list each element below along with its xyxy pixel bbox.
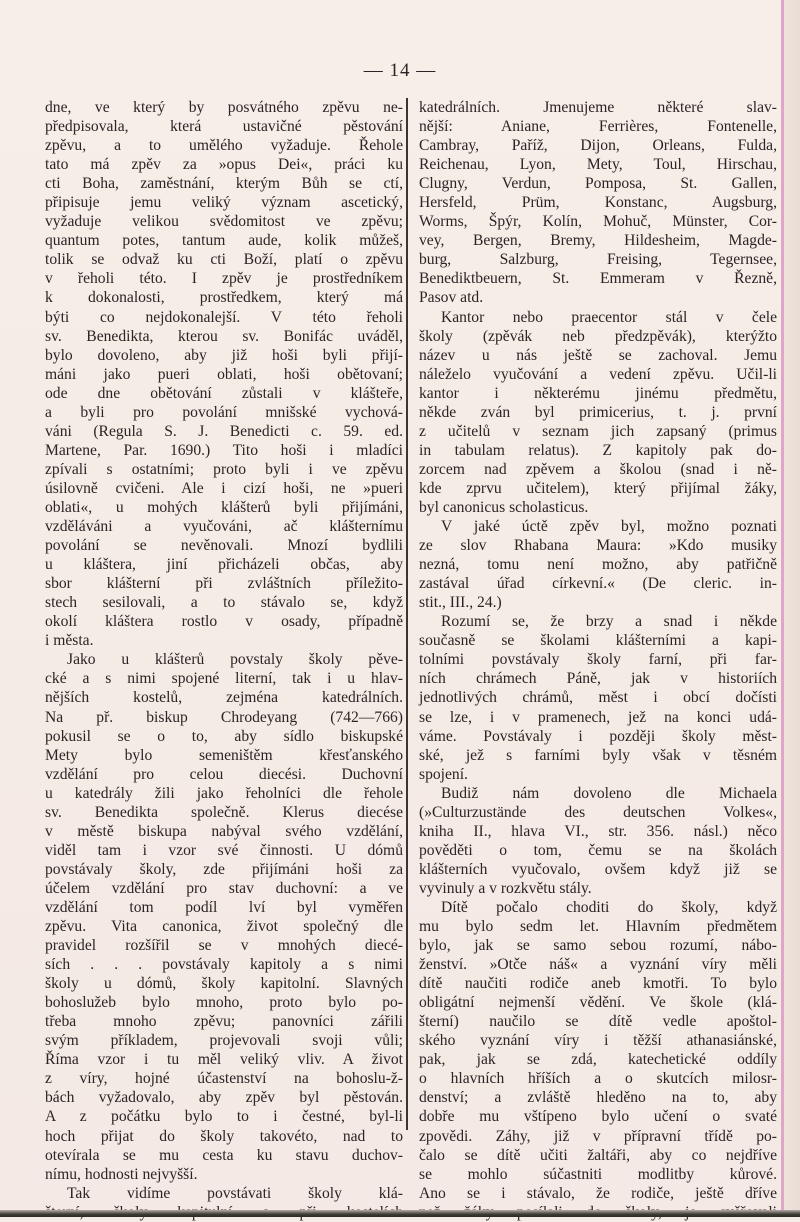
text-line: svým příkladem, projevovali svoji vůli; xyxy=(45,1032,403,1050)
text-line: pokusil se o to, aby sídlo biskupské xyxy=(45,727,403,745)
text-line: zorcem nad zpěvem a školou (snad i ně- xyxy=(419,460,777,478)
text-line: burg, Salzburg, Freising, Tegernsee, xyxy=(419,251,777,269)
text-line: vyžaduje velikou svědomitost ve zpěvu; xyxy=(45,213,403,231)
text-line: současně se školami klášterními a kapi- xyxy=(419,632,777,650)
left-column xyxy=(45,98,403,1222)
text-line: povolání se nevěnovali. Mnozí bydlili xyxy=(45,537,403,555)
text-line: Dítě počalo choditi do školy, když xyxy=(441,898,777,916)
text-line: náleželo vyučování a vedení zpěvu. Učil-li xyxy=(419,365,777,383)
text-line: Tak vidíme povstávati školy klá- xyxy=(67,1184,403,1202)
text-line: kde zprvu učitelem), který přijímal žáky, xyxy=(419,479,777,497)
text-line: sv. Benedikta, kterou sv. Bonifác uváděl, xyxy=(45,327,403,345)
text-line: vzdělání pro celou diecési. Duchovní xyxy=(45,765,403,783)
text-line: i města. xyxy=(45,632,94,650)
text-line: (»Culturzustände des deutschen Volkes«, xyxy=(419,803,777,821)
text-line: nější: Aniane, Ferrières, Fontenelle, xyxy=(419,118,777,136)
text-line: kantor i některému jinému předmětu, xyxy=(419,384,777,402)
text-line: hoch přijat do školy takovéto, nad to xyxy=(45,1127,403,1145)
text-line: pověděti o tom, čemu se na školách xyxy=(419,841,777,859)
text-line: vzdělání tom podíl lví byl vyměřen xyxy=(45,898,403,916)
text-line: cké a s nimi spojené literní, tak i u hlav- xyxy=(45,670,403,688)
text-line: nezná, tomu není možno, aby patřičně xyxy=(419,556,777,574)
text-line: školy u dómů, školy kapitolní. Slavných xyxy=(45,975,403,993)
text-line: máni jako pueri oblati, hoši obětovaní; xyxy=(45,365,403,383)
text-line: býti co nejdokonalejší. V této řeholi xyxy=(45,308,403,326)
text-line: Na př. biskup Chrodeyang (742—766) xyxy=(45,708,403,726)
text-line: sbor klášterní při zvláštních příležito- xyxy=(45,575,403,593)
text-line: a byli pro povolání mnišské vychová- xyxy=(45,403,403,421)
text-line: zpívali s ostatními; proto byli i ve zpěvu xyxy=(45,460,403,478)
text-line: čalo se dítě učiti žaltáři, aby co nejdříve xyxy=(419,1146,777,1164)
text-line: ze slov Rhabana Maura: »Kdo musiky xyxy=(419,537,777,555)
text-line: zpovědi. Záhy, již v přípravní třídě po- xyxy=(419,1127,777,1145)
text-line: z víry, hojné účastenství na bohoslu-ž- xyxy=(45,1070,403,1088)
text-line: vyvinuly a v rozkvětu stály. xyxy=(419,879,592,897)
text-line: tato má zpěv za »opus Dei«, práci ku xyxy=(45,156,403,174)
text-line: otevírala se mu cesta ku stavu duchov- xyxy=(45,1146,403,1164)
text-line: vzděláváni a vyučováni, ač klášternímu xyxy=(45,518,403,536)
text-line: pravidel rozšířil se v mnohých diecé- xyxy=(45,937,403,955)
text-line: klášterních vyučovalo, ovšem když již se xyxy=(419,860,777,878)
text-line: pak, jak se zdá, katechetické oddíly xyxy=(419,1051,777,1069)
text-line: nějších kostelů, zejména katedrálních. xyxy=(45,689,403,707)
text-line: stech sesilovali, a to stávalo se, když xyxy=(45,594,403,612)
text-line: předpisovala, která ustavičné pěstování xyxy=(45,118,403,136)
text-line: Kantor nebo praecentor stál v čele xyxy=(441,308,777,326)
text-line: Martene, Par. 1690.) Tito hoši i mladíci xyxy=(45,441,403,459)
column-divider xyxy=(406,98,408,1130)
text-line: v městě biskupa nabýval svého vzdělání, xyxy=(45,822,403,840)
text-line: váni (Regula S. J. Benedicti c. 59. ed. xyxy=(45,422,403,440)
text-line: zpěvu. Vita canonica, život společný dle xyxy=(45,918,403,936)
text-line: ních chrámech Páně, jak v historiích xyxy=(419,670,777,688)
text-line: Worms, Špýr, Kolín, Mohuč, Münster, Cor- xyxy=(419,213,777,231)
text-line: Reichenau, Lyon, Mety, Toul, Hirschau, xyxy=(419,156,777,174)
text-line: ode dne obětování zůstali v klášteře, xyxy=(45,384,403,402)
text-line: mu bylo sedm let. Hlavním předmětem xyxy=(419,918,777,936)
text-line: kniha II., hlava VI., str. 356. násl.) něco xyxy=(419,822,777,840)
text-line: u katedrály žili jako řeholníci dle řehole xyxy=(45,784,403,802)
text-line: se mohlo súčastniti modlitby kůrové. xyxy=(419,1165,777,1183)
text-line: Ano se i stávalo, že rodiče, ještě dříve xyxy=(419,1184,777,1202)
page-edge-shadow xyxy=(784,0,800,1212)
text-line: bylo dovoleno, aby již hoši byli přijí- xyxy=(45,346,403,364)
text-line: stit., III., 24.) xyxy=(419,594,502,612)
text-line: katedrálních. Jmenujeme některé slav- xyxy=(419,99,777,116)
text-line: in tabulam relatus). Z kapitoly pak do- xyxy=(419,441,777,459)
text-line: úsilovně cvičeni. Ale i cizí hoši, ne »pueri xyxy=(45,479,403,497)
text-line: V jaké úctě zpěv byl, možno poznati xyxy=(441,518,777,536)
text-line: z učitelů v seznam jich zapsaný (primus xyxy=(419,422,777,440)
text-line: Benediktbeuern, St. Emmeram v Řezně, xyxy=(419,270,777,288)
text-line: připisuje jemu veliký význam ascetický, xyxy=(45,194,403,212)
text-line: ské, jež s farními byly však v těsném xyxy=(419,746,777,764)
text-line: quantum potes, tantum aude, kolik můžeš, xyxy=(45,232,403,250)
page-number: — 14 — xyxy=(363,60,437,81)
text-line: ského vyznání víry i těžší athanasiánské, xyxy=(419,1032,777,1050)
text-line: školy (zpěvák neb předzpěvák), kterýžto xyxy=(419,327,777,345)
text-line: Mety bylo semeništěm křesťanského xyxy=(45,746,403,764)
page-bottom-shadow xyxy=(0,1210,800,1217)
text-line: jednotlivých chrámů, měst i obcí dočísti xyxy=(419,689,777,707)
text-line: bylo, jak se samo sebou rozumí, nábo- xyxy=(419,937,777,955)
text-line: A z počátku bylo to i čestné, byl-li xyxy=(45,1108,403,1126)
text-line: váme. Povstávaly i později školy měst- xyxy=(419,727,777,745)
text-line: Cambray, Paříž, Dijon, Orleans, Fulda, xyxy=(419,137,777,155)
text-line: tolik se odvaž ku cti Boží, platí o zpěvu xyxy=(45,251,403,269)
text-line: zpěvu, a to umělého vyžaduje. Řehole xyxy=(45,137,403,155)
text-line: cti Boha, zaměstnání, kterým Bůh se ctí, xyxy=(45,175,403,193)
text-line: spojení. xyxy=(419,765,468,783)
text-line: se lze, i v pramenech, jež na konci udá- xyxy=(419,708,777,726)
text-line: ženství. »Otče náš« a vyznání víry měli xyxy=(419,956,777,974)
text-line: sv. Benedikta společně. Klerus diecése xyxy=(45,803,403,821)
text-line: bách vyžadovalo, aby zpěv byl pěstován. xyxy=(45,1089,403,1107)
text-line: viděl tam i vzor své činnosti. U dómů xyxy=(45,841,403,859)
text-line: Clugny, Verdun, Pomposa, St. Gallen, xyxy=(419,175,777,193)
text-line: oblati«, u mohých klášterů byli přijímáni, xyxy=(45,498,403,516)
text-line: v řeholi této. I zpěv je prostředníkem xyxy=(45,270,403,288)
text-line: nímu, hodnosti nejvyšší. xyxy=(45,1165,198,1183)
text-line: Říma vzor i tu měl veliký vliv. A život xyxy=(45,1051,403,1069)
text-line: tolními povstávaly školy farní, při far- xyxy=(419,651,777,669)
text-line: Rozumí se, že brzy a snad i někde xyxy=(441,613,777,631)
text-line: Pasov atd. xyxy=(419,289,484,307)
text-line: někde zván byl primicerius, t. j. první xyxy=(419,403,777,421)
text-line: třeba mnoho zpěvu; panovníci zářili xyxy=(45,1013,403,1031)
text-line: účelem vzdělání pro stav duchovní: a ve xyxy=(45,879,403,897)
text-line: název u nás ještě se zachoval. Jemu xyxy=(419,346,777,364)
text-line: byl canonicus scholasticus. xyxy=(419,498,589,516)
text-line: dobře mu vštípeno bylo učení o svaté xyxy=(419,1108,777,1126)
text-line: okolí kláštera rostlo v osady, případně xyxy=(45,613,403,631)
text-line: o hlavních hříších a o skutcích milosr- xyxy=(419,1070,777,1088)
text-line: denství; a zvláště hleděno na to, aby xyxy=(419,1089,777,1107)
text-line: zastával úřad církevní.« (De cleric. in- xyxy=(419,575,777,593)
text-line: povstávaly školy, zde přijímáni hoši za xyxy=(45,860,403,878)
text-line: vey, Bergen, Bremy, Hildesheim, Magde- xyxy=(419,232,777,250)
text-line: k dokonalosti, prostředkem, který má xyxy=(45,289,403,307)
text-line: Budiž nám dovoleno dle Michaela xyxy=(441,784,777,802)
text-line: u kláštera, jiní přicházeli občas, aby xyxy=(45,556,403,574)
text-line: dítě naučiti rodiče aneb kmotři. To bylo xyxy=(419,975,777,993)
text-line: šterní) naučilo se dítě vedle apoštol- xyxy=(419,1013,777,1031)
text-line: sích . . . povstávaly kapitoly a s nimi xyxy=(45,956,403,974)
text-line: dne, ve který by posvátného zpěvu ne- xyxy=(45,99,403,116)
right-column xyxy=(419,98,777,1222)
text-line: Jako u klášterů povstaly školy pěve- xyxy=(67,651,403,669)
text-line: Hersfeld, Prüm, Konstanc, Augsburg, xyxy=(419,194,777,212)
text-line: bohoslužeb bylo mnoho, proto bylo po- xyxy=(45,994,403,1012)
text-line: obligátní nejmenší vědění. Ve škole (klá- xyxy=(419,994,777,1012)
